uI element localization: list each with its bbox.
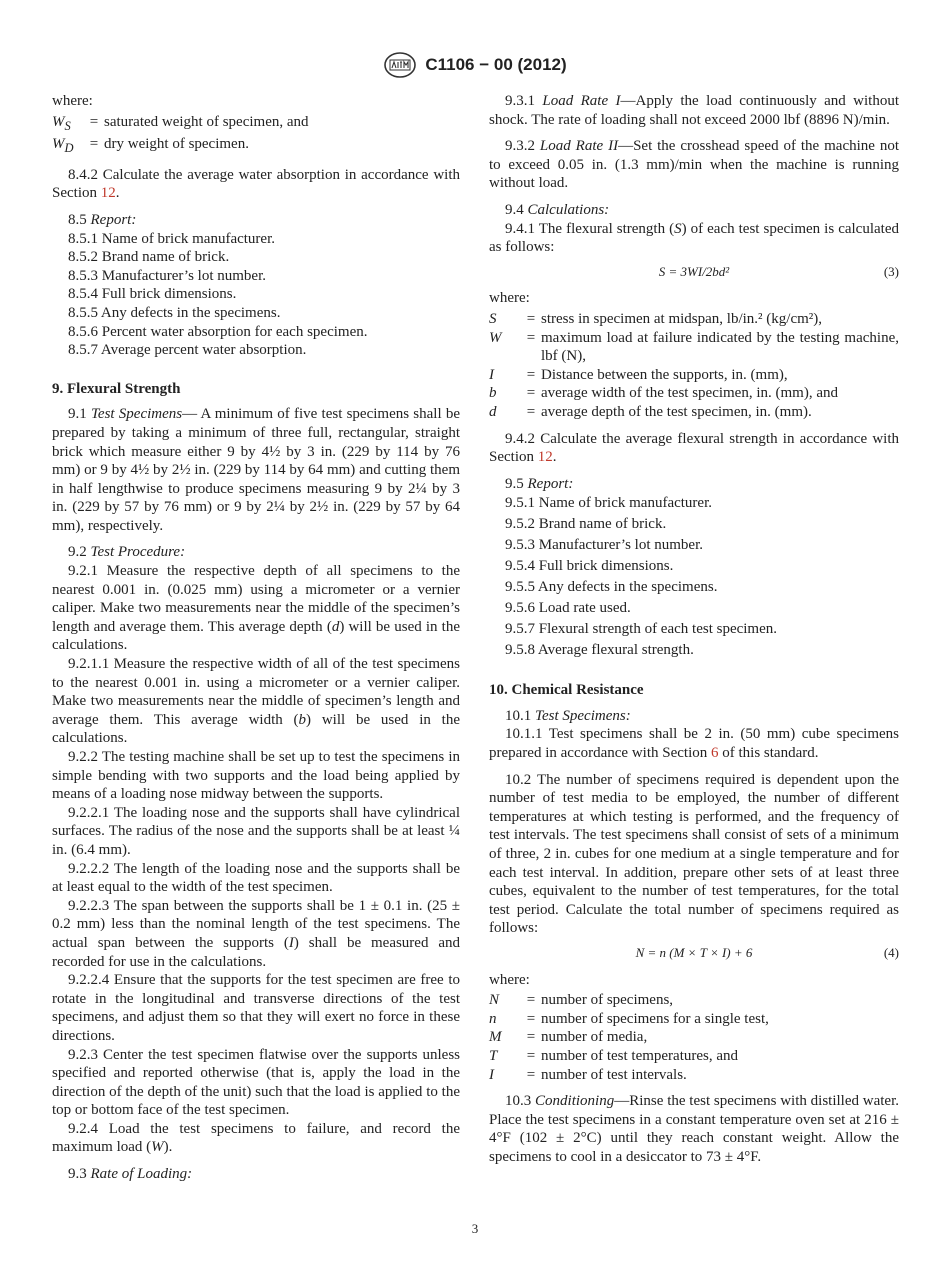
equation-4 — [489, 944, 899, 963]
definition-row: T = number of test temperatures, and — [489, 1047, 899, 1066]
definition-symbol: N — [489, 992, 500, 1009]
where-label: where: — [52, 93, 93, 109]
definitions-list-9-4 — [489, 310, 899, 422]
paragraph-9-2-2-4: 9.2.2.4 Ensure that the supports for the test specimen are free to rotate in the longitudinal and transverse directions of the test specimens, and adjust them so that they will exert no force in these directions. — [52, 972, 460, 1044]
section-heading-9: 9. Flexural Strength — [52, 380, 181, 397]
list-item: 8.5.2 Brand name of brick. — [68, 249, 230, 266]
document-designation: C1106 − 00 (2012) — [425, 55, 567, 74]
page-number: 3 — [471, 1221, 479, 1236]
definition-text: number of media, — [541, 1029, 648, 1046]
definition-row: N = number of specimens, — [489, 991, 899, 1010]
definition-symbol: $W_S$ — [52, 113, 71, 133]
list-item: 9.5.5 Any defects in the specimens. — [505, 579, 718, 596]
definition-symbol: W — [489, 329, 502, 346]
definition-text: average width of the test specimen, in. (mm), and — [541, 385, 838, 402]
page-header — [0, 50, 950, 85]
paragraph-9-2-3: 9.2.3 Center the test specimen flatwise over the supports unless specified and reported otherwise (that is, apply the load in the direction of the depth of the unit) such that the load is applied to the top or bottom face of the test specimen. — [52, 1046, 460, 1119]
list-item: 9.5.1 Name of brick manufacturer. — [505, 495, 713, 512]
definition-text: maximum load at failure indicated by the testing machine, lbf (N), — [541, 329, 899, 365]
where-label: where: — [489, 290, 530, 307]
definition-symbol: n — [489, 1010, 497, 1027]
paragraph-10-3: 10.3 Conditioning—Rinse the test specimens with distilled water. Place the test specimens in a constant temperature oven set at 216 ± 4°F (102 ± 2°C) until they reach constant weight. Allow the specimens to cool in a desiccator to 73 ± 4°F. — [489, 1093, 900, 1165]
list-item: 8.5.7 Average percent water absorption. — [68, 342, 307, 359]
definition-symbol: S — [489, 310, 497, 327]
paragraph-9-2-2-2: 9.2.2.2 The length of the loading nose and the supports shall be at least equal to the width of the test specimen. — [52, 860, 460, 896]
paragraph-9-4-1: 9.4.1 The flexural strength (S) of each test specimen is calculated as follows: — [489, 220, 899, 256]
list-item: 9.5.6 Load rate used. — [505, 600, 631, 617]
list-item: 9.5.2 Brand name of brick. — [505, 516, 667, 533]
list-item: 8.5.5 Any defects in the specimens. — [68, 304, 281, 321]
definition-text: stress in specimen at midspan, lb/in.² (kg/cm²), — [541, 310, 823, 327]
paragraph-9-3-2: 9.3.2 Load Rate II—Set the crosshead speed of the machine not to exceed 0.05 in. (1.3 mm)/min when the machine is running without load. — [489, 138, 900, 192]
list-item: 9.5.3 Manufacturer’s lot number. — [505, 537, 704, 554]
definition-text: number of test temperatures, and — [541, 1047, 739, 1064]
definition-text: dry weight of specimen. — [104, 136, 249, 153]
paragraph-9-2-2-1: 9.2.2.1 The loading nose and the supports shall have cylindrical surfaces. The radius of the nose and the supports shall be at least ¼ in. (6.4 mm). — [52, 804, 460, 858]
left-column — [52, 92, 460, 1184]
definition-text: number of specimens, — [541, 992, 674, 1009]
definition-row: n = number of specimens for a single test, — [489, 1010, 899, 1029]
list-item: 9.5.8 Average flexural strength. — [505, 642, 694, 659]
definition-text: saturated weight of specimen, and — [104, 113, 309, 130]
section-link[interactable]: 12 — [100, 185, 116, 202]
paragraph-9-3: 9.3 Rate of Loading: — [68, 1166, 193, 1183]
paragraph-9-2-2-3: 9.2.2.3 The span between the supports shall be 1 ± 0.1 in. (25 ± 0.2 mm) less than the nominal length of the test specimens. The actual span between the supports (I) shall be measured and recorded for use in the calculations. — [52, 897, 461, 970]
paragraph-9-2-1-1: 9.2.1.1 Measure the respective width of all of the test specimens to the nearest 0.001 in. using a micrometer or a vernier caliper. Make two measurements near the middle of specimen’s length and average them. This average width (b) will be used in the calculations. — [52, 656, 460, 747]
definition-symbol: $W_D$ — [52, 136, 74, 156]
list-item: 8.5.6 Percent water absorption for each specimen. — [68, 323, 368, 340]
definition-symbol: M — [489, 1029, 502, 1046]
definition-symbol: I — [489, 1066, 494, 1083]
equation-body: S = 3WI/2bd² — [658, 263, 730, 279]
paragraph-10-1: 10.1 Test Specimens: — [505, 707, 631, 724]
section-heading-10: 10. Chemical Resistance — [489, 682, 644, 699]
equation-body: N = n (M × T × I) + 6 — [635, 945, 753, 960]
definition-symbol: b — [489, 385, 497, 402]
paragraph-8-4-2: 8.4.2 Calculate the average water absorption in accordance with Section 12. — [52, 166, 460, 202]
definitions-list-10-2 — [489, 991, 899, 1084]
definition-row: I = Distance between the supports, in. (mm), — [489, 366, 899, 385]
paragraph-9-3-1: 9.3.1 Load Rate I—Apply the load continuously and without shock. The rate of loading shall not exceed 2000 lbf (8896 N)/min. — [489, 93, 900, 128]
list-item: 8.5.3 Manufacturer’s lot number. — [68, 267, 267, 284]
where-label: where: — [489, 971, 530, 988]
list-item: 8.5.4 Full brick dimensions. — [68, 286, 237, 303]
paragraph-9-4-2: 9.4.2 Calculate the average flexural strength in accordance with Section 12. — [489, 430, 899, 466]
paragraph-9-2: 9.2 Test Procedure: — [68, 544, 186, 561]
paragraph-9-1: 9.1 Test Specimens— A minimum of five test specimens shall be prepared by taking a minimum of three full, rectangular, straight brick which measure either 9 by 4½ by 3 in. (229 by 114 by 76 mm) or 9 by 4½ by 2½ in. (229 by 114 by 64 mm) and cutting them in half lengthwise to produce specimens measuring 9 by 2¼ by 3 in. (229 by 57 by 76 mm) or 9 by 2¼ by 2½ in. (229 by 57 by 64 mm), respectively. — [52, 406, 460, 534]
equation-number: (3) — [883, 263, 899, 279]
definition-text: Distance between the supports, in. (mm), — [541, 366, 788, 383]
section-link[interactable]: 6 — [710, 745, 719, 762]
definition-text: number of specimens for a single test, — [541, 1010, 769, 1027]
definition-row: S = stress in specimen at midspan, lb/in.² (kg/cm²), — [489, 310, 899, 329]
definition-row: W = maximum load at failure indicated by the testing machine, lbf (N), — [489, 329, 899, 365]
definitions-list-8-4 — [52, 113, 460, 158]
list-item: 8.5.1 Name of brick manufacturer. — [68, 230, 276, 247]
definition-row: $W_D$ = dry weight of specimen. — [52, 135, 460, 158]
equation-number: (4) — [883, 945, 899, 960]
report-heading-8-5: 8.5 Report: — [68, 211, 137, 228]
paragraph-9-2-2: 9.2.2 The testing machine shall be set up to test the specimens in simple bending with two supports and the load being applied by means of a loading nose midway between the supports. — [52, 749, 460, 803]
paragraph-10-2: 10.2 The number of specimens required is dependent upon the number of test media to be employed, the number of different temperatures at which testing is performed, and the frequency of test intervals. The test specimens shall consist of sets of a minimum of three, 2 in. cubes for one medium at a single temperature and for each test interval. In addition, prepare other sets of at least three cubes, equivalent to the number of test temperatures, for the total test period. Calculate the total number of specimens required as follows: — [489, 771, 899, 937]
definition-text: average depth of the test specimen, in. (mm). — [541, 403, 812, 420]
report-heading-9-5: 9.5 Report: — [505, 475, 574, 492]
definition-row: b = average width of the test specimen, in. (mm), and — [489, 384, 899, 403]
definition-symbol: d — [489, 403, 497, 420]
definition-text: number of test intervals. — [541, 1066, 687, 1083]
definition-row: M = number of media, — [489, 1028, 899, 1047]
paragraph-9-2-1: 9.2.1 Measure the respective depth of all specimens to the nearest 0.001 in. (0.025 mm) using a micrometer or a vernier caliper. Make two measurements near the middle of the specimen’s length and average them. This average depth (d) will be used in the calculations. — [52, 563, 460, 654]
astm-logo-icon — [383, 50, 417, 80]
paragraph-9-2-4: 9.2.4 Load the test specimens to failure, and record the maximum load (W). — [52, 1120, 460, 1156]
equation-3 — [489, 263, 899, 282]
definition-row: $W_S$ = saturated weight of specimen, and — [52, 113, 460, 136]
paragraph-9-4: 9.4 Calculations: — [505, 201, 610, 218]
definition-row: I = number of test intervals. — [489, 1066, 899, 1085]
list-item: 9.5.7 Flexural strength of each test specimen. — [505, 621, 778, 638]
paragraph-10-1-1: 10.1.1 Test specimens shall be 2 in. (50 mm) cube specimens prepared in accordance with Section 6 of this standard. — [489, 726, 899, 762]
section-link[interactable]: 12 — [537, 449, 553, 466]
right-column — [489, 92, 899, 1167]
definition-symbol: T — [489, 1047, 498, 1064]
definition-symbol: I — [489, 366, 494, 383]
definition-row: d = average depth of the test specimen, in. (mm). — [489, 403, 899, 422]
list-item: 9.5.4 Full brick dimensions. — [505, 558, 674, 575]
